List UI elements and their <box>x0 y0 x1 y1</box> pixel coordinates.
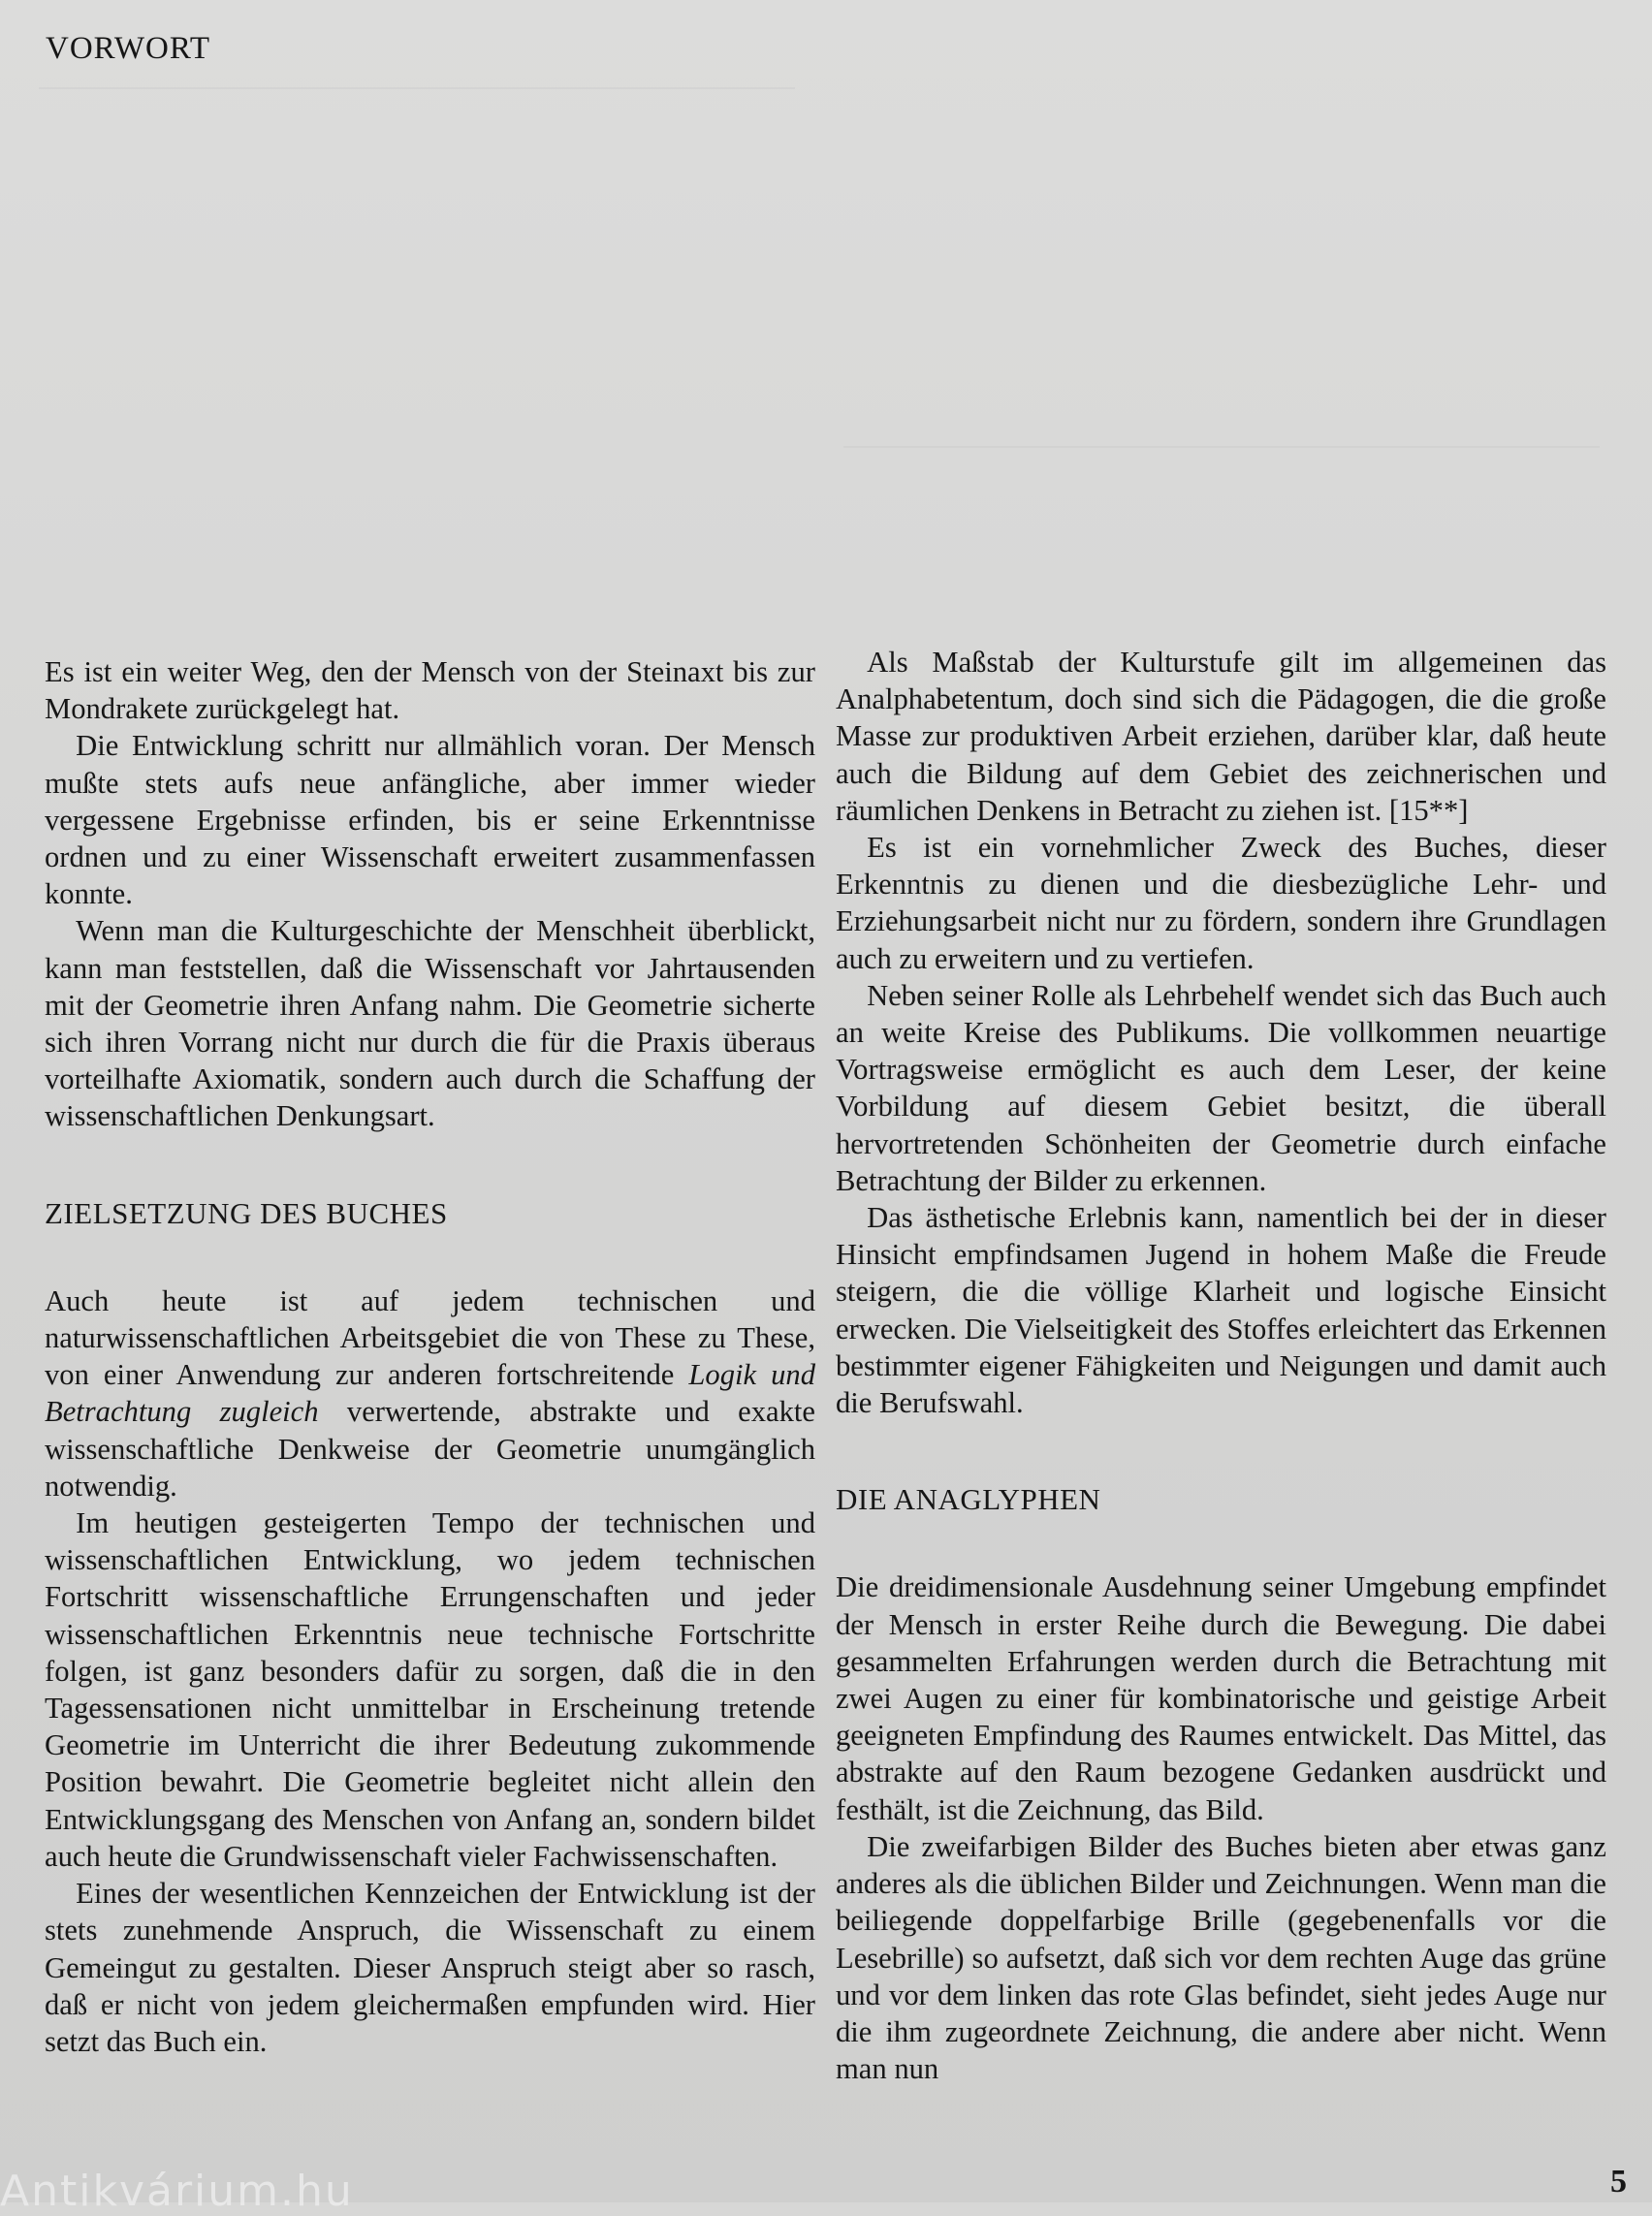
spacer <box>45 1232 815 1282</box>
paragraph: Eines der wesentlichen Kennzeichen der Entwicklung ist der stets zunehmende Anspruch, die Wissenschaft zu einem Gemeingut zu gestalten. Dieser Anspruch steigt aber so rasch, daß er nicht von jedem gleichermaßen empfunden wird. Hier setzt das Buch ein. <box>45 1877 815 2058</box>
spacer <box>836 1518 1606 1568</box>
paragraph: Das ästhetische Erlebnis kann, namentlich bei der in dieser Hinsicht empfindsamen Jugend in hohem Maße die Freude steigern, die die völlige Klarheit und logische Einsicht erwecken. Die Vielseitigkeit des Stoffes erleichtert das Erkennen bestimmter eigener Fähigkeiten und Neigungen und damit auch die Berufswahl. <box>836 1201 1606 1420</box>
spacer <box>45 1135 815 1195</box>
paragraph: Die zweifarbigen Bilder des Buches bieten aber etwas ganz anderes als die üblichen Bilder und Zeichnungen. Wenn man die beiliegende doppelfarbige Brille (gegebenenfalls vor die Lesebrille) so aufsetzt, daß sich vor dem rechten Auge das grüne und vor dem linken das rote Glas befindet, sieht jedes Auge nur die ihm zugeordnete Zeichnung, die andere aber nicht. Wenn man nun <box>836 1829 1606 2086</box>
page-number: 5 <box>1610 2164 1627 2200</box>
page-title: VORWORT <box>46 31 211 66</box>
text-run: verwertende, abstrakte und exakte wissenschaftliche Denkweise der Geometrie unumgänglich notwendig. <box>45 1395 815 1503</box>
section-heading: ZIELSETZUNG DES BUCHES <box>45 1195 448 1230</box>
paragraph: Die Entwicklung schritt nur allmählich voran. Der Mensch mußte stets aufs neue anfängliche, aber immer wieder vergessene Ergebnisse erfinden, bis er seine Erkenntnisse ordnen und zu einer Wissenschaft erweitert zusammenfassen konnte. <box>45 729 815 911</box>
paragraph: Neben seiner Rolle als Lehrbehelf wendet sich das Buch auch an weite Kreise des Publikums. Die vollkommen neuartige Vortragsweise ermöglicht es auch dem Leser, der keine Vorbildung auf diesem Gebiet besitzt, die überall hervortretenden Schönheiten der Geometrie durch einfache Betrachtung der Bilder zu erkennen. <box>836 978 1606 1197</box>
paragraph: Es ist ein weiter Weg, den der Mensch von der Steinaxt bis zur Mondrakete zurückgelegt hat. <box>45 655 815 726</box>
paragraph: Die dreidimensionale Ausdehnung seiner Umgebung empfindet der Mensch in erster Reihe durch die Bewegung. Die dabei gesammelten Erfahrungen werden durch die Betrachtung mit zwei Augen zu einer für kombinatorische und geistige Arbeit geeigneten Empfindung des Raumes entwickelt. Das Mittel, das abstrakte auf den Raum bezogene Gedanken ausdrückt und festhält, ist die Zeichnung, das Bild. <box>836 1570 1606 1826</box>
show-through-shadow <box>39 87 795 312</box>
paragraph: Im heutigen gesteigerten Tempo der technischen und wissenschaftlichen Entwicklung, wo jedem technischen Fortschritt wissenschaftliche Errungenschaften und jeder wissenschaftlichen Erkenntnis neue technische Fortschritte folgen, ist ganz besonders dafür zu sorgen, daß die in den Tagessensationen nicht unmittelbar in Erscheinung tretende Geometrie im Unterricht die ihrer Bedeutung zukommende Position bewahrt. Die Geometrie begleitet nicht allein den Entwicklungsgang des Menschen von Anfang an, sondern bildet auch heute die Grundwissenschaft vieler Fachwissenschaften. <box>45 1506 815 1873</box>
paragraph: Es ist ein vornehmlicher Zweck des Buches, dieser Erkenntnis zu dienen und die diesbezügliche Lehr- und Erziehungsarbeit nicht nur zu fördern, sondern ihre Grundlagen auch zu erweitern und zu vertiefen. <box>836 831 1606 975</box>
emphasis-text: Logik und Betrachtung zugleich <box>45 1358 815 1429</box>
left-column <box>45 653 815 2060</box>
paragraph: Als Maßstab der Kulturstufe gilt im allgemeinen das Analphabetentum, doch sind sich die Pädagogen, die die große Masse zur produktiven Arbeit erziehen, darüber klar, daß heute auch die Bildung auf dem Gebiet des zeichnerischen und räumlichen Denkens in Betracht zu ziehen ist. [15**] <box>836 646 1606 827</box>
paragraph: Wenn man die Kulturgeschichte der Menschheit überblickt, kann man feststellen, daß die Wissenschaft vor Jahrtausenden mit der Geometrie ihren Anfang nahm. Die Geometrie sicherte sich ihren Vorrang nicht nur durch die für die Praxis überaus vorteilhafte Axiomatik, sondern auch durch die Schaffung der wissenschaftlichen Denkungsart. <box>45 914 815 1133</box>
watermark: Antikvárium.hu <box>0 2167 354 2216</box>
right-column <box>836 644 1606 2087</box>
text-run: Auch heute ist auf jedem technischen und naturwissenschaftlichen Arbeitsgebiet die von These zu These, von einer Anwendung zur anderen fortschreitende <box>45 1283 815 1392</box>
spacer <box>836 1421 1606 1481</box>
paragraph <box>45 1282 815 1504</box>
show-through-shadow <box>843 446 1600 593</box>
section-heading: DIE ANAGLYPHEN <box>836 1482 1101 1517</box>
